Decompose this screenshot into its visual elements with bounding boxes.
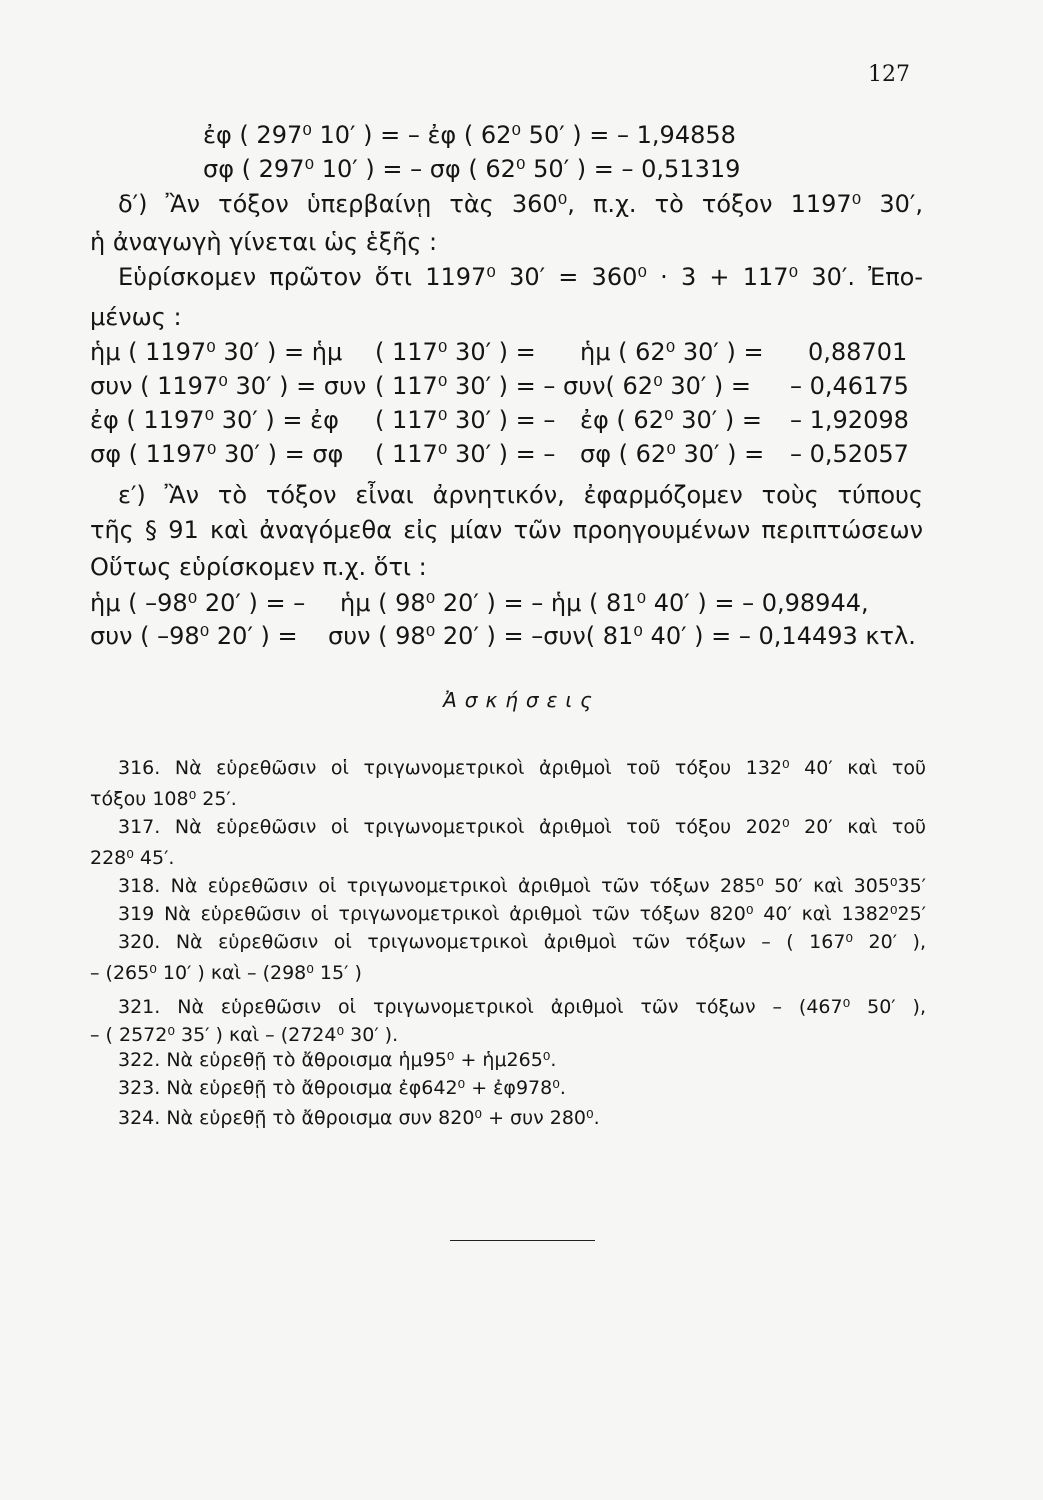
row-value: – 0,46175	[790, 372, 909, 400]
exercise-324: 324. Νὰ εὑρεθῇ τὸ ἄθροισμα συν 820⁰ + συν 280⁰.	[118, 1107, 600, 1129]
reduction-row	[0, 406, 1043, 440]
row-mid: ( 117⁰ 30′ ) = –	[375, 440, 556, 468]
paragraph-line: ἡ ἀναγωγὴ γίνεται ὡς ἑξῆς :	[90, 228, 438, 256]
row-value: 0,88701	[808, 338, 908, 366]
exercise-321: 321. Νὰ εὑρεθῶσιν οἱ τριγωνομετρικοὶ ἀριθμοὶ τῶν τόξων – (467⁰ 50′ ),	[118, 996, 926, 1018]
section-divider	[450, 1240, 595, 1241]
exercise-318: 318. Νὰ εὑρεθῶσιν οἱ τριγωνομετρικοὶ ἀριθμοὶ τῶν τόξων 285⁰ 50′ καὶ 305⁰35′	[118, 875, 926, 897]
row-value: – 0,52057	[790, 440, 909, 468]
paragraph-line: δ′) Ἂν τόξον ὑπερβαίνῃ τὰς 360⁰, π.χ. τὸ τόξον 1197⁰ 30′,	[118, 190, 923, 218]
exercises-heading: Ἀσκήσεις	[443, 688, 600, 712]
reduction-row	[0, 440, 1043, 474]
row-right: ἡμ ( 62⁰ 30′ ) =	[580, 338, 764, 366]
page-number: 127	[868, 62, 910, 87]
reduction-row	[0, 372, 1043, 406]
row-lhs: συν ( 1197⁰ 30′ ) = συν	[90, 372, 367, 400]
negative-row	[0, 622, 1043, 656]
row-lhs: συν ( –98⁰ 20′ ) =	[90, 622, 298, 650]
paragraph-line: τῆς § 91 καὶ ἀναγόμεθα εἰς μίαν τῶν προηγουμένων περιπτώσεων	[90, 516, 923, 544]
exercise-317-cont: 228⁰ 45′.	[90, 847, 175, 869]
negative-row	[0, 589, 1043, 623]
exercise-321-cont: – ( 2572⁰ 35′ ) καὶ – (2724⁰ 30′ ).	[90, 1024, 399, 1046]
row-lhs: ἐφ ( 1197⁰ 30′ ) = ἐφ	[90, 406, 339, 434]
row-mid: ( 117⁰ 30′ ) =	[375, 338, 536, 366]
row-rhs: ἡμ ( 98⁰ 20′ ) = – ἡμ ( 81⁰ 40′ ) = – 0,98944,	[340, 589, 869, 617]
exercise-322: 322. Νὰ εὑρεθῇ τὸ ἄθροισμα ἡμ95⁰ + ἡμ265⁰.	[118, 1049, 557, 1071]
paragraph-line: μένως :	[90, 303, 182, 331]
row-lhs: ἡμ ( –98⁰ 20′ ) = –	[90, 589, 306, 617]
row-lhs: ἡμ ( 1197⁰ 30′ ) = ἡμ	[90, 338, 343, 366]
row-right: σφ ( 62⁰ 30′ ) =	[580, 440, 765, 468]
row-rhs: συν ( 98⁰ 20′ ) = –συν( 81⁰ 40′ ) = – 0,14493 κτλ.	[328, 622, 916, 650]
row-mid: ( 117⁰ 30′ ) = – συν( 62⁰ 30′ ) =	[375, 372, 752, 400]
paragraph-line: ε′) Ἂν τὸ τόξον εἶναι ἀρνητικόν, ἐφαρμόζομεν τοὺς τύπους	[118, 481, 923, 509]
exercise-320: 320. Νὰ εὑρεθῶσιν οἱ τριγωνομετρικοὶ ἀριθμοὶ τῶν τόξων – ( 167⁰ 20′ ),	[118, 931, 926, 953]
exercise-316-cont: τόξου 108⁰ 25′.	[90, 788, 237, 810]
row-mid: ( 117⁰ 30′ ) = –	[375, 406, 556, 434]
row-value: – 1,92098	[790, 406, 909, 434]
paragraph-line: Εὑρίσκομεν πρῶτον ὅτι 1197⁰ 30′ = 360⁰ · 3 + 117⁰ 30′. Ἐπο-	[118, 263, 923, 291]
row-lhs: σφ ( 1197⁰ 30′ ) = σφ	[90, 440, 344, 468]
equation-line: ἐφ ( 297⁰ 10′ ) = – ἐφ ( 62⁰ 50′ ) = – 1,94858	[203, 121, 736, 149]
exercise-323: 323. Νὰ εὑρεθῇ τὸ ἄθροισμα ἐφ642⁰ + ἐφ978⁰.	[118, 1077, 566, 1099]
exercise-320-cont: – (265⁰ 10′ ) καὶ – (298⁰ 15′ )	[90, 962, 362, 984]
exercise-317: 317. Νὰ εὑρεθῶσιν οἱ τριγωνομετρικοὶ ἀριθμοὶ τοῦ τόξου 202⁰ 20′ καὶ τοῦ	[118, 816, 926, 838]
equation-line: σφ ( 297⁰ 10′ ) = – σφ ( 62⁰ 50′ ) = – 0,51319	[203, 155, 741, 183]
row-right: ἐφ ( 62⁰ 30′ ) =	[580, 406, 762, 434]
paragraph-line: Οὕτως εὑρίσκομεν π.χ. ὅτι :	[90, 553, 427, 581]
reduction-row	[0, 338, 1043, 372]
exercise-316: 316. Νὰ εὑρεθῶσιν οἱ τριγωνομετρικοὶ ἀριθμοὶ τοῦ τόξου 132⁰ 40′ καὶ τοῦ	[118, 757, 926, 779]
exercise-319: 319 Νὰ εὑρεθῶσιν οἱ τριγωνομετρικοὶ ἀριθμοὶ τῶν τόξων 820⁰ 40′ καὶ 1382⁰25′	[118, 903, 926, 925]
